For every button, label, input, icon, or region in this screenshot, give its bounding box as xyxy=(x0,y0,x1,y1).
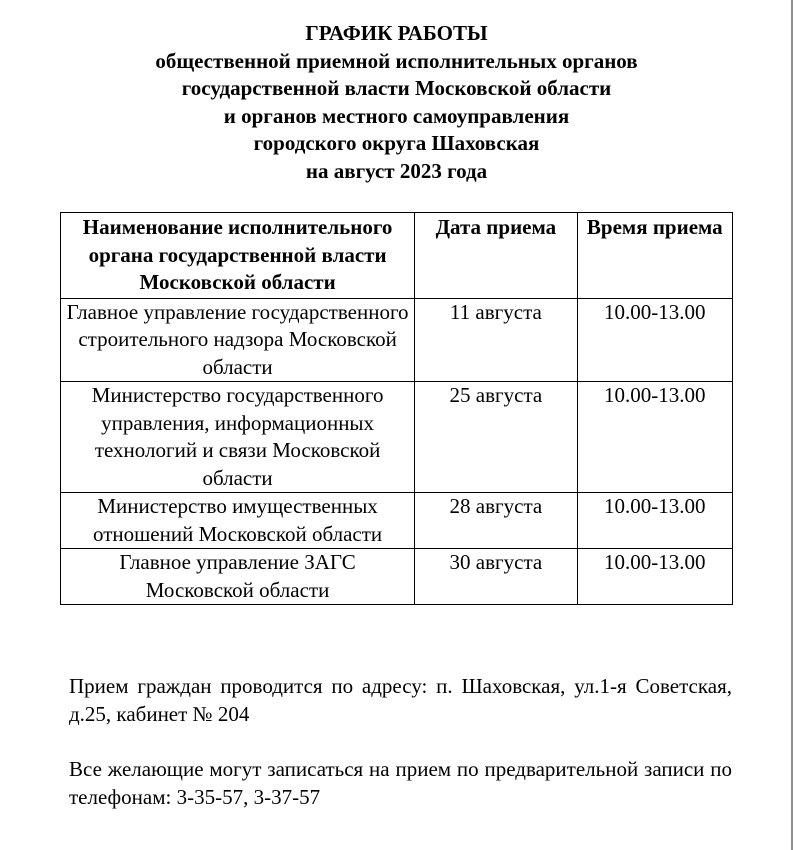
table-row xyxy=(61,382,733,493)
document-title xyxy=(0,20,793,185)
table-row xyxy=(61,493,733,549)
header-organ: Наименование исполнительного органа государственной власти Московской области xyxy=(61,213,415,299)
title-line: и органов местного самоуправления xyxy=(223,103,570,128)
cell-time: 10.00-13.00 xyxy=(577,298,732,382)
cell-organ: Министерство имущественных отношений Московской области xyxy=(61,493,415,549)
cell-date: 28 августа xyxy=(415,493,577,549)
address-note: Прием граждан проводится по адресу: п. Шаховская, ул.1-я Советская, д.25, кабинет № 204 xyxy=(69,674,732,726)
cell-organ: Главное управление государственного строительного надзора Московской области xyxy=(61,298,415,382)
cell-organ: Министерство государственного управления, информационных технологий и связи Московской области xyxy=(61,382,415,493)
header-date: Дата приема xyxy=(415,213,577,299)
schedule-table xyxy=(60,212,733,605)
cell-date: 25 августа xyxy=(415,382,577,493)
phone-note: Все желающие могут записаться на прием по предварительной записи по телефонам: 3-35-57, 3-37-57 xyxy=(69,757,732,809)
table-header-row xyxy=(61,213,733,299)
cell-date: 30 августа xyxy=(415,549,577,605)
cell-time: 10.00-13.00 xyxy=(577,549,732,605)
cell-time: 10.00-13.00 xyxy=(577,493,732,549)
title-line-period: на август 2023 года xyxy=(305,158,488,183)
table-row xyxy=(61,549,733,605)
header-time: Время приема xyxy=(577,213,732,299)
title-line: государственной власти Московской области xyxy=(181,76,612,100)
title-line: общественной приемной исполнительных органов xyxy=(155,48,638,73)
title-line-heading: ГРАФИК РАБОТЫ xyxy=(305,21,488,45)
cell-organ: Главное управление ЗАГС Московской области xyxy=(61,549,415,605)
cell-time: 10.00-13.00 xyxy=(577,382,732,493)
table-row xyxy=(61,298,733,382)
cell-date: 11 августа xyxy=(415,298,577,382)
title-line: городского округа Шаховская xyxy=(253,131,540,155)
